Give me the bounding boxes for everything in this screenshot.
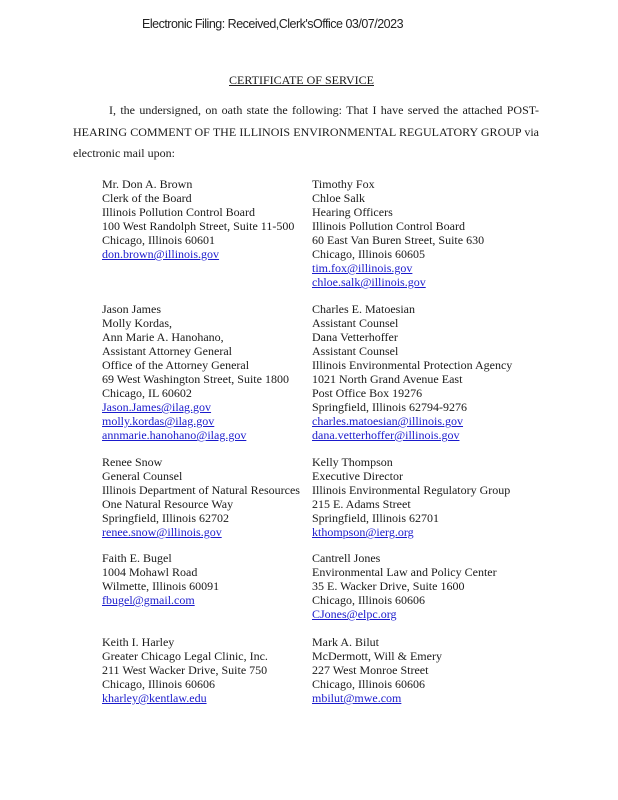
- recipient-address-line: 100 West Randolph Street, Suite 11-500: [102, 219, 295, 233]
- recipient-address-line: Greater Chicago Legal Clinic, Inc.: [102, 649, 268, 663]
- recipient-address-line: Illinois Environmental Regulatory Group: [312, 483, 511, 497]
- recipient-name: Jason James: [102, 302, 161, 316]
- recipient-name: Charles E. Matoesian: [312, 302, 415, 316]
- recipient-address-line: Executive Director: [312, 469, 403, 483]
- recipient-block: [102, 635, 268, 705]
- intro-paragraph: I, the undersigned, on oath state the following: That I have served the attached POST-HEARING COMMENT OF THE ILLINOIS ENVIRONMENTAL REGULATORY GROUP via electronic mail upon:: [73, 103, 539, 160]
- recipient-block: [312, 551, 497, 621]
- recipient-email-link[interactable]: mbilut@mwe.com: [312, 691, 402, 705]
- filing-stamp: Electronic Filing: Received,Clerk'sOffice 03/07/2023: [142, 17, 404, 31]
- recipient-email-link[interactable]: don.brown@illinois.gov: [102, 247, 220, 261]
- recipient-address-line: Assistant Attorney General: [102, 344, 232, 358]
- recipient-address-line: Hearing Officers: [312, 205, 393, 219]
- recipient-address-line: Springfield, Illinois 62794-9276: [312, 400, 467, 414]
- recipient-block: [312, 635, 442, 705]
- recipient-email-link[interactable]: chloe.salk@illinois.gov: [312, 275, 426, 289]
- recipient-address-line: Chicago, Illinois 60605: [312, 247, 425, 261]
- recipient-address-line: Chicago, IL 60602: [102, 386, 192, 400]
- recipient-block: [312, 302, 512, 442]
- recipient-block: [102, 302, 289, 442]
- recipient-address-line: 1021 North Grand Avenue East: [312, 372, 463, 386]
- recipient-block: [312, 455, 510, 539]
- recipient-address-line: Wilmette, Illinois 60091: [102, 579, 220, 593]
- recipient-address-line: Dana Vetterhoffer: [312, 330, 398, 344]
- recipient-name: Faith E. Bugel: [102, 551, 172, 565]
- recipient-address-line: Chloe Salk: [312, 191, 365, 205]
- recipient-address-line: 35 E. Wacker Drive, Suite 1600: [312, 579, 465, 593]
- recipient-email-link[interactable]: renee.snow@illinois.gov: [102, 525, 222, 539]
- recipient-email-link[interactable]: tim.fox@illinois.gov: [312, 261, 413, 275]
- recipient-name: Cantrell Jones: [312, 551, 381, 565]
- recipient-address-line: Assistant Counsel: [312, 344, 399, 358]
- recipient-address-line: Springfield, Illinois 62701: [312, 511, 439, 525]
- recipient-address-line: 1004 Mohawl Road: [102, 565, 198, 579]
- recipient-address-line: Chicago, Illinois 60601: [102, 233, 215, 247]
- recipient-block: [102, 455, 300, 539]
- recipient-address-line: Post Office Box 19276: [312, 386, 423, 400]
- recipient-address-line: 215 E. Adams Street: [312, 497, 411, 511]
- recipient-address-line: One Natural Resource Way: [102, 497, 234, 511]
- recipient-address-line: 60 East Van Buren Street, Suite 630: [312, 233, 485, 247]
- recipient-address-line: Office of the Attorney General: [102, 358, 250, 372]
- recipient-email-link[interactable]: kthompson@ierg.org: [312, 525, 414, 539]
- recipient-address-line: Springfield, Illinois 62702: [102, 511, 229, 525]
- recipient-address-line: 211 West Wacker Drive, Suite 750: [102, 663, 268, 677]
- recipient-address-line: General Counsel: [102, 469, 183, 483]
- recipient-email-link[interactable]: fbugel@gmail.com: [102, 593, 195, 607]
- recipient-address-line: Illinois Department of Natural Resources: [102, 483, 300, 497]
- recipient-name: Mark A. Bilut: [312, 635, 380, 649]
- recipient-name: Keith I. Harley: [102, 635, 175, 649]
- recipient-address-line: Ann Marie A. Hanohano,: [102, 330, 224, 344]
- recipient-email-link[interactable]: molly.kordas@ilag.gov: [102, 414, 215, 428]
- document-title: CERTIFICATE OF SERVICE: [229, 73, 374, 87]
- recipient-email-link[interactable]: annmarie.hanohano@ilag.gov: [102, 428, 247, 442]
- recipient-address-line: Environmental Law and Policy Center: [312, 565, 497, 579]
- recipient-address-line: Molly Kordas,: [102, 316, 172, 330]
- recipient-email-link[interactable]: Jason.James@ilag.gov: [102, 400, 212, 414]
- recipient-address-line: 227 West Monroe Street: [312, 663, 429, 677]
- recipient-address-line: Assistant Counsel: [312, 316, 399, 330]
- recipient-name: Timothy Fox: [312, 177, 375, 191]
- recipient-block: [102, 551, 219, 607]
- recipient-name: Kelly Thompson: [312, 455, 393, 469]
- recipient-address-line: Chicago, Illinois 60606: [102, 677, 215, 691]
- recipient-address-line: Illinois Pollution Control Board: [312, 219, 466, 233]
- recipient-block: [312, 177, 484, 289]
- recipient-address-line: McDermott, Will & Emery: [312, 649, 442, 663]
- recipient-email-link[interactable]: charles.matoesian@illinois.gov: [312, 414, 464, 428]
- recipient-address-line: 69 West Washington Street, Suite 1800: [102, 372, 289, 386]
- recipient-address-line: Illinois Pollution Control Board: [102, 205, 256, 219]
- recipient-address-line: Illinois Environmental Protection Agency: [312, 358, 513, 372]
- recipient-email-link[interactable]: CJones@elpc.org: [312, 607, 397, 621]
- recipient-name: Mr. Don A. Brown: [102, 177, 193, 191]
- recipient-address-line: Chicago, Illinois 60606: [312, 593, 425, 607]
- recipient-email-link[interactable]: dana.vetterhoffer@illinois.gov: [312, 428, 460, 442]
- recipient-address-line: Clerk of the Board: [102, 191, 192, 205]
- recipient-address-line: Chicago, Illinois 60606: [312, 677, 425, 691]
- recipient-block: [102, 177, 294, 261]
- recipient-name: Renee Snow: [102, 455, 163, 469]
- recipient-email-link[interactable]: kharley@kentlaw.edu: [102, 691, 207, 705]
